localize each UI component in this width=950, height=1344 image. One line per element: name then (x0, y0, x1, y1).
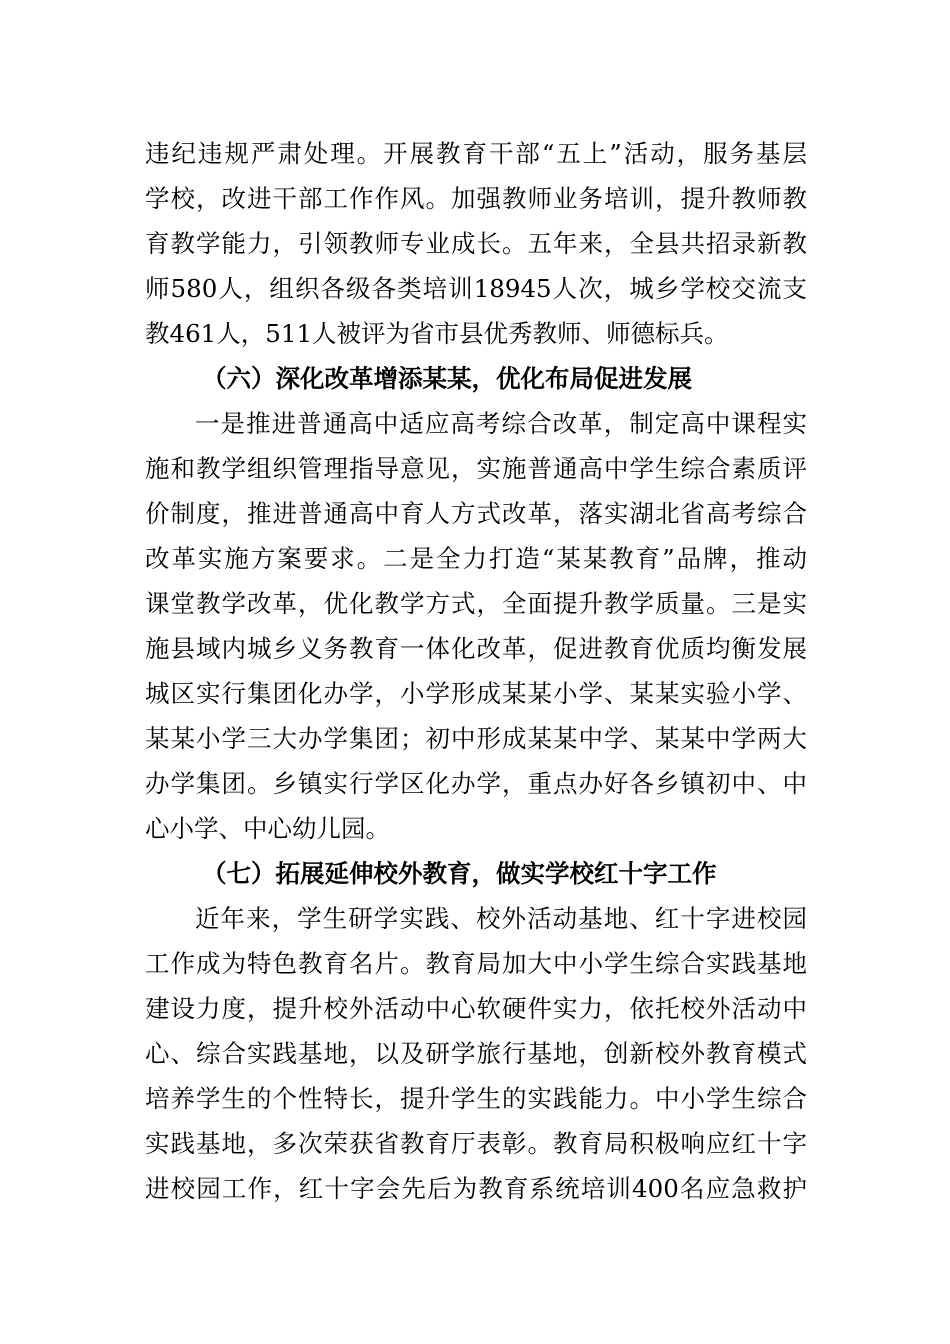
paragraph-line: 师580人，组织各级各类培训18945人次，城乡学校交流支 (145, 274, 807, 303)
paragraph-line: 学校，改进干部工作作风。加强教师业务培训，提升教师教 (145, 184, 807, 213)
paragraph-line: 近年来，学生研学实践、校外活动基地、红十字进校园 (195, 904, 807, 933)
paragraph-line: 心、综合实践基地，以及研学旅行基地，创新校外教育模式 (145, 1039, 807, 1068)
paragraph-line: 心小学、中心幼儿园。 (145, 814, 390, 843)
paragraph-line: 施和教学组织管理指导意见，实施普通高中学生综合素质评 (145, 454, 807, 483)
paragraph-line: 培养学生的个性特长，提升学生的实践能力。中小学生综合 (145, 1084, 807, 1113)
paragraph-line: 施县域内城乡义务教育一体化改革，促进教育优质均衡发展 (145, 634, 807, 663)
paragraph-line: 一是推进普通高中适应高考综合改革，制定高中课程实 (195, 409, 807, 438)
paragraph-line: 办学集团。乡镇实行学区化办学，重点办好各乡镇初中、中 (145, 769, 807, 798)
paragraph-line: 实践基地，多次荣获省教育厅表彰。教育局积极响应红十字 (145, 1129, 807, 1158)
paragraph-line: 建设力度，提升校外活动中心软硬件实力，依托校外活动中 (145, 994, 807, 1023)
paragraph-line: 育教学能力，引领教师专业成长。五年来，全县共招录新教 (145, 229, 807, 258)
paragraph-line: 进校园工作，红十字会先后为教育系统培训400名应急救护 (145, 1174, 807, 1203)
paragraph-line: 工作成为特色教育名片。教育局加大中小学生综合实践基地 (145, 949, 807, 978)
section-heading-7: （七）拓展延伸校外教育，做实学校红十字工作 (202, 859, 717, 888)
paragraph-line: 价制度，推进普通高中育人方式改革，落实湖北省高考综合 (145, 499, 807, 528)
paragraph-line: 某某小学三大办学集团；初中形成某某中学、某某中学两大 (145, 724, 807, 753)
section-heading-6: （六）深化改革增添某某，优化布局促进发展 (202, 364, 692, 393)
paragraph-line: 城区实行集团化办学，小学形成某某小学、某某实验小学、 (145, 679, 807, 708)
paragraph-line: 违纪违规严肃处理。开展教育干部“五上”活动，服务基层 (145, 139, 807, 168)
paragraph-line: 课堂教学改革，优化教学方式，全面提升教学质量。三是实 (145, 589, 807, 618)
paragraph-line: 教461人，511人被评为省市县优秀教师、师德标兵。 (145, 319, 729, 348)
paragraph-line: 改革实施方案要求。二是全力打造“某某教育”品牌，推动 (145, 544, 807, 573)
